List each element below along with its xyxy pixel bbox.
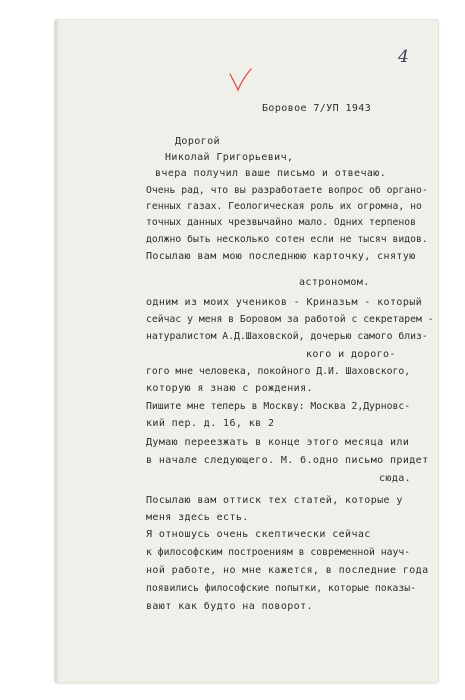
text-line: точных данных чрезвычайно мало. Одних терпенов: [146, 217, 417, 228]
text-line: Посылаю вам оттиск тех статей, которые у: [146, 495, 403, 506]
page-number: 4: [398, 47, 409, 67]
addressee: Николай Григорьевич,: [165, 152, 294, 163]
text-line: Думаю переезжать в конце этого месяца или: [146, 437, 410, 448]
text-line: кий пер. д. 16, кв 2: [146, 418, 275, 429]
text-line: вают как будто на поворот.: [146, 601, 313, 612]
text-line: ной работе, но мне кажется, в последние года: [146, 565, 429, 576]
text-line: появились философские попытки, которые показы-: [146, 583, 417, 594]
text-line: должно быть несколько сотен если не тысяч видов.: [146, 234, 428, 245]
text-line: вчера получил ваше письмо и отвечаю.: [155, 168, 387, 179]
text-line: гого мне человека, покойного Д.И. Шаховского,: [146, 366, 411, 377]
text-line: кого и дорого-: [306, 349, 396, 360]
text-line: которую я знаю с рождения.: [146, 383, 313, 394]
text-line: генных газах. Геологическая роль их огромна, но: [146, 201, 422, 212]
text-line: астрономом.: [299, 277, 370, 288]
text-line: Посылаю вам мою последнюю карточку, снятую: [146, 251, 416, 262]
text-line: натуралистом А.Д.Шаховской, дочерью самого близ-: [146, 331, 428, 342]
page-edge-shadow: [55, 20, 59, 682]
salutation: Дорогой: [175, 136, 220, 147]
text-line: Пишите мне теперь в Москву: Москва 2,Дурновс-: [146, 401, 411, 412]
text-line: сюда.: [379, 473, 412, 484]
text-line: к философским построениям в современной науч-: [146, 547, 411, 558]
text-line: Я отношусь очень скептически сейчас: [146, 529, 371, 540]
red-check-mark: [227, 68, 253, 92]
text-line: меня здесь есть.: [146, 512, 249, 523]
text-line: Очень рад, что вы разработаете вопрос об органо-: [146, 185, 428, 196]
text-line: сейчас у меня в Боровом за работой с секретарем -: [146, 314, 434, 325]
text-line: одним из моих учеников - Криназьм - который: [146, 297, 423, 308]
text-line: в начале следующего. М. б.одно письмо придет: [146, 455, 429, 466]
place-date: Боровое 7/УП 1943: [262, 103, 372, 114]
